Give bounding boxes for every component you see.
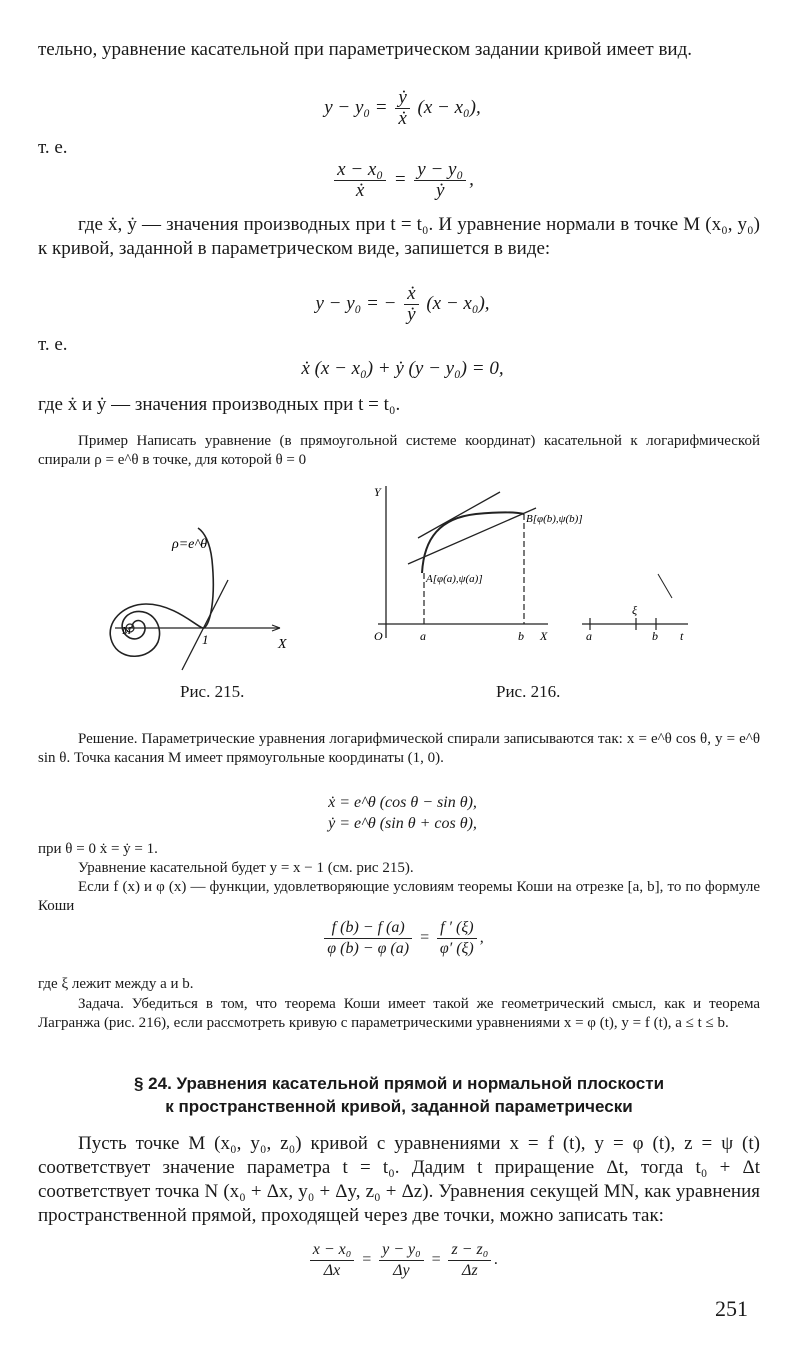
- eq2-fraction-2: $\frac{\text{y − y₀}}{\text{ẏ}}$: [414, 160, 466, 201]
- text-at-theta: при θ = 0 ẋ = ẏ = 1.: [38, 841, 158, 857]
- fig216-axis2-b: b: [652, 629, 658, 643]
- eq2-fraction-1: $\frac{\text{x − x₀}}{\text{ẋ}}$: [334, 160, 386, 201]
- fig215-rho-label: ρ=e^θ: [172, 537, 208, 552]
- section-heading: [38, 1072, 760, 1118]
- figure-215-spiral: [100, 520, 300, 680]
- eq1-right: (x − x₀),: [417, 96, 481, 118]
- secant-fraction-1: $\frac{\text{x − x₀}}{\Delta x}$: [310, 1240, 355, 1281]
- page-number: 251: [715, 1296, 748, 1321]
- fig216-axis2-a: a: [586, 629, 592, 643]
- paragraph-task: Задача. Убедиться в том, что теорема Коши имеет такой же геометрический смысл, как и теорема Лагранжа (рис. 216), если рассмотреть кривую с параметрическими уравнениями x = φ (t), y = f (t), a ≤ t ≤ b.: [38, 996, 760, 1031]
- fig216-A-label: A[φ(a),ψ(a)]: [426, 573, 483, 585]
- paragraph-derivatives: где ẋ и ẏ — значения производных при t = t₀.: [38, 394, 401, 415]
- section-heading-line-2: к пространственной кривой, заданной параметрически: [165, 1097, 633, 1116]
- paragraph-example: Пример Написать уравнение (в прямоугольной системе координат) касательной к логарифмической спирали ρ = e^θ в точке, для которой θ = 0: [38, 433, 760, 468]
- fig216-B-label: B[φ(b),ψ(b)]: [526, 513, 583, 525]
- fig216-y-label: Y: [374, 485, 381, 499]
- paragraph-intro: тельно, уравнение касательной при параметрическом задании кривой имеет вид.: [38, 39, 692, 60]
- secant-fraction-2: $\frac{\text{y − y₀}}{\Delta y}$: [379, 1240, 424, 1281]
- eq1-left: y − y₀ =: [324, 96, 388, 118]
- equation-deriv-2: ẏ = e^θ (sin θ + cos θ),: [328, 815, 477, 832]
- equation-secant: $\frac{\text{x − x₀}}{\Delta x}$ = $\frac{\text{y − y₀}}{\Delta y}$ = $\frac{\text{z − z₀}}{\Delta z}$ .: [0, 1240, 805, 1281]
- fig216-chord: [408, 508, 536, 564]
- text-te-2: т. е.: [38, 334, 68, 355]
- equation-tangent: [0, 88, 805, 129]
- fig216-curve: [422, 513, 524, 574]
- fig216-axis2-t: t: [680, 629, 684, 643]
- fig215-one-label: 1: [202, 632, 209, 647]
- figure-216-cauchy: [368, 478, 698, 658]
- paragraph-normal: где ẋ, ẏ — значения производных при t = t₀. И уравнение нормали в точке M (x₀, y₀) к кривой, заданной в параметрическом виде, запишется в виде:: [38, 214, 760, 259]
- fig216-stroke-mark: [658, 574, 672, 598]
- text-te-1: т. е.: [38, 137, 68, 158]
- paragraph-cauchy: Если f (x) и φ (x) — функции, удовлетворяющие условиям теоремы Коши на отрезке [a, b], то по формуле Коши: [38, 879, 760, 914]
- eq1-fraction: $\frac{\text{ẏ}}{\text{ẋ}}$: [395, 88, 409, 129]
- section-heading-line-1: § 24. Уравнения касательной прямой и нормальной плоскости: [133, 1074, 665, 1093]
- fig215-tangent-line: [182, 580, 228, 670]
- fig215-x-label: X: [278, 637, 287, 652]
- eq3-fraction: $\frac{\text{ẋ}}{\text{ẏ}}$: [404, 284, 418, 325]
- cauchy-fraction-2: $\frac{f ' (\xi)}{\varphi' (\xi)}$: [437, 918, 477, 959]
- fig216-tangent: [418, 492, 500, 538]
- equation-normal: y − y₀ = − $\frac{\text{ẋ}}{\text{ẏ}}$ (x − x₀),: [315, 283, 490, 325]
- caption-fig-215: Рис. 215.: [180, 682, 245, 701]
- fig215-m-label: M: [122, 625, 132, 637]
- text-xi: где ξ лежит между a и b.: [38, 976, 194, 992]
- fig216-x-label: X: [540, 629, 548, 643]
- equation-cauchy: $\frac{f (b) - f (a)}{\varphi (b) - \varphi (a)}$ = $\frac{f ' (\xi)}{\varphi' (\xi)}$ ,: [0, 918, 805, 959]
- equation-deriv-1: ẋ = e^θ (cos θ − sin θ),: [328, 794, 477, 811]
- paragraph-secant: Пусть точке M (x₀, y₀, z₀) кривой с уравнениями x = f (t), y = φ (t), z = ψ (t) соответствует значение параметра t = t₀. Дадим t приращение Δt, тогда t₀ + Δt соответствует точка N (x₀ + Δx, y₀ + Δy, z₀ + Δz). Уравнения секущей MN, как уравнения пространственной прямой, проходящей через две точки, можно записать так:: [38, 1133, 760, 1226]
- secant-fraction-3: $\frac{\text{z − z₀}}{\Delta z}$: [448, 1240, 491, 1281]
- fig216-o-label: O: [374, 629, 383, 643]
- paragraph-tangent-result: Уравнение касательной будет y = x − 1 (см. рис 215).: [78, 860, 414, 876]
- equation-tangent-symmetric: $\frac{\text{x − x₀}}{\text{ẋ}}$ = $\frac{\text{y − y₀}}{\text{ẏ}}$ ,: [0, 160, 805, 201]
- fig216-a-label: a: [420, 629, 426, 643]
- fig216-axis2-xi: ξ: [632, 603, 638, 617]
- caption-fig-216: Рис. 216.: [496, 682, 561, 701]
- paragraph-solution: Решение. Параметрические уравнения логарифмической спирали записываются так: x = e^θ cos θ, y = e^θ sin θ. Точка касания M имеет прямоугольные координаты (1, 0).: [38, 731, 760, 766]
- equation-normal-general: ẋ (x − x₀) + ẏ (y − y₀) = 0,: [301, 358, 504, 379]
- fig216-b-label: b: [518, 629, 524, 643]
- cauchy-fraction-1: $\frac{f (b) - f (a)}{\varphi (b) - \varphi (a)}$: [324, 918, 412, 959]
